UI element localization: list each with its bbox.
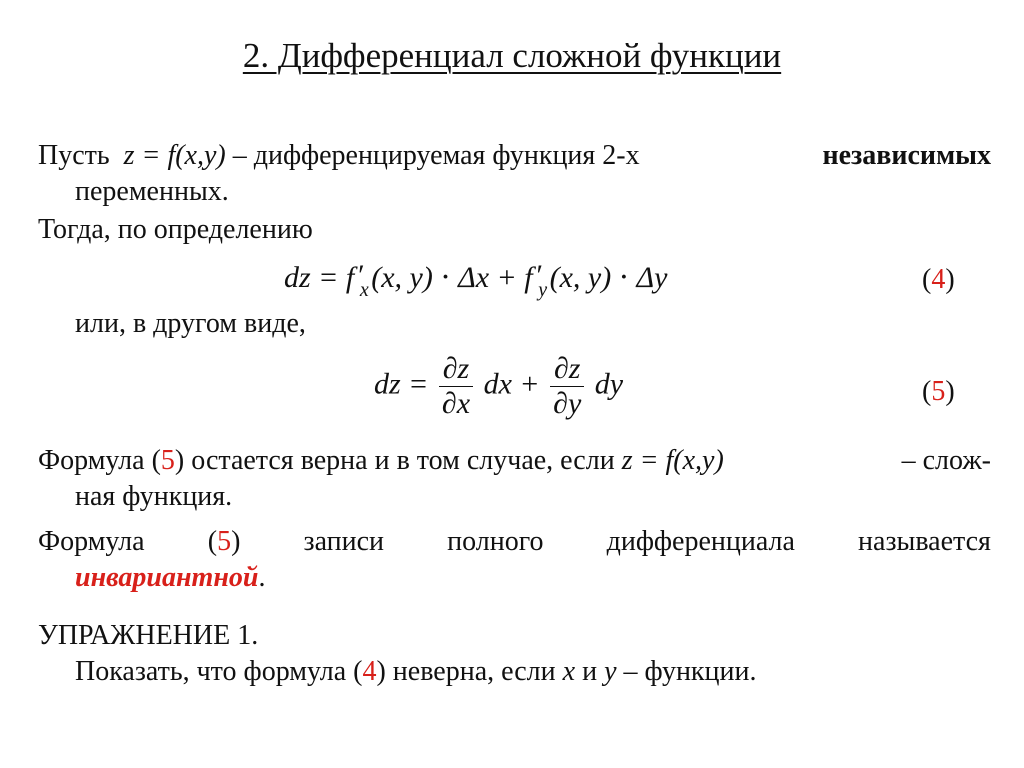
intro-line-1: Пусть z = f(x,y) – дифференцируемая функция 2-х независимых <box>38 138 991 174</box>
intro-word: Пусть <box>38 140 110 171</box>
invariance-line-1: Формула (5) записи полного дифференциала называется <box>38 526 991 557</box>
invariance-line-2: инвариантной. <box>75 562 266 593</box>
function-definition: z = f(x,y) <box>123 140 226 171</box>
formula-5-line-2: ная функция. <box>75 481 233 512</box>
alternative-form-line: или, в другом виде, <box>75 308 306 339</box>
equation-4: dz = $f'_x$ (x, $y) \cdot \Delta x + f'_y$ (x, y) ⋅ Δy <box>284 259 668 301</box>
exercise-heading: УПРАЖНЕНИЕ 1. <box>38 620 259 651</box>
fraction-dz-dx: $\frac{\partial z}{\partial x}$ <box>439 352 473 421</box>
definition-line: Тогда, по определению <box>38 214 313 245</box>
equation-5-number: (5) <box>922 376 955 407</box>
equation-5: dz = $\frac{\partial z}{\partial x}$ dx + $\frac{\partial z}{\partial y}$ dy <box>374 352 624 420</box>
intro-line-2: переменных. <box>75 176 229 207</box>
composite-function: z = f(x,y) <box>621 445 724 476</box>
fraction-dz-dy: $\frac{\partial z}{\partial y}$ <box>550 352 584 421</box>
invariant-term: инвариантной <box>75 562 259 593</box>
slide-title: 2. Дифференциал сложной функции <box>242 36 782 75</box>
bold-term: независимых <box>822 140 991 171</box>
formula-5-line-1: Формула (5) остается верна и в том случае, если z = f(x,y) – слож- <box>38 445 991 476</box>
equation-4-number: (4) <box>922 264 955 295</box>
exercise-text: Показать, что формула (4) неверна, если x и y – функции. <box>75 656 757 687</box>
